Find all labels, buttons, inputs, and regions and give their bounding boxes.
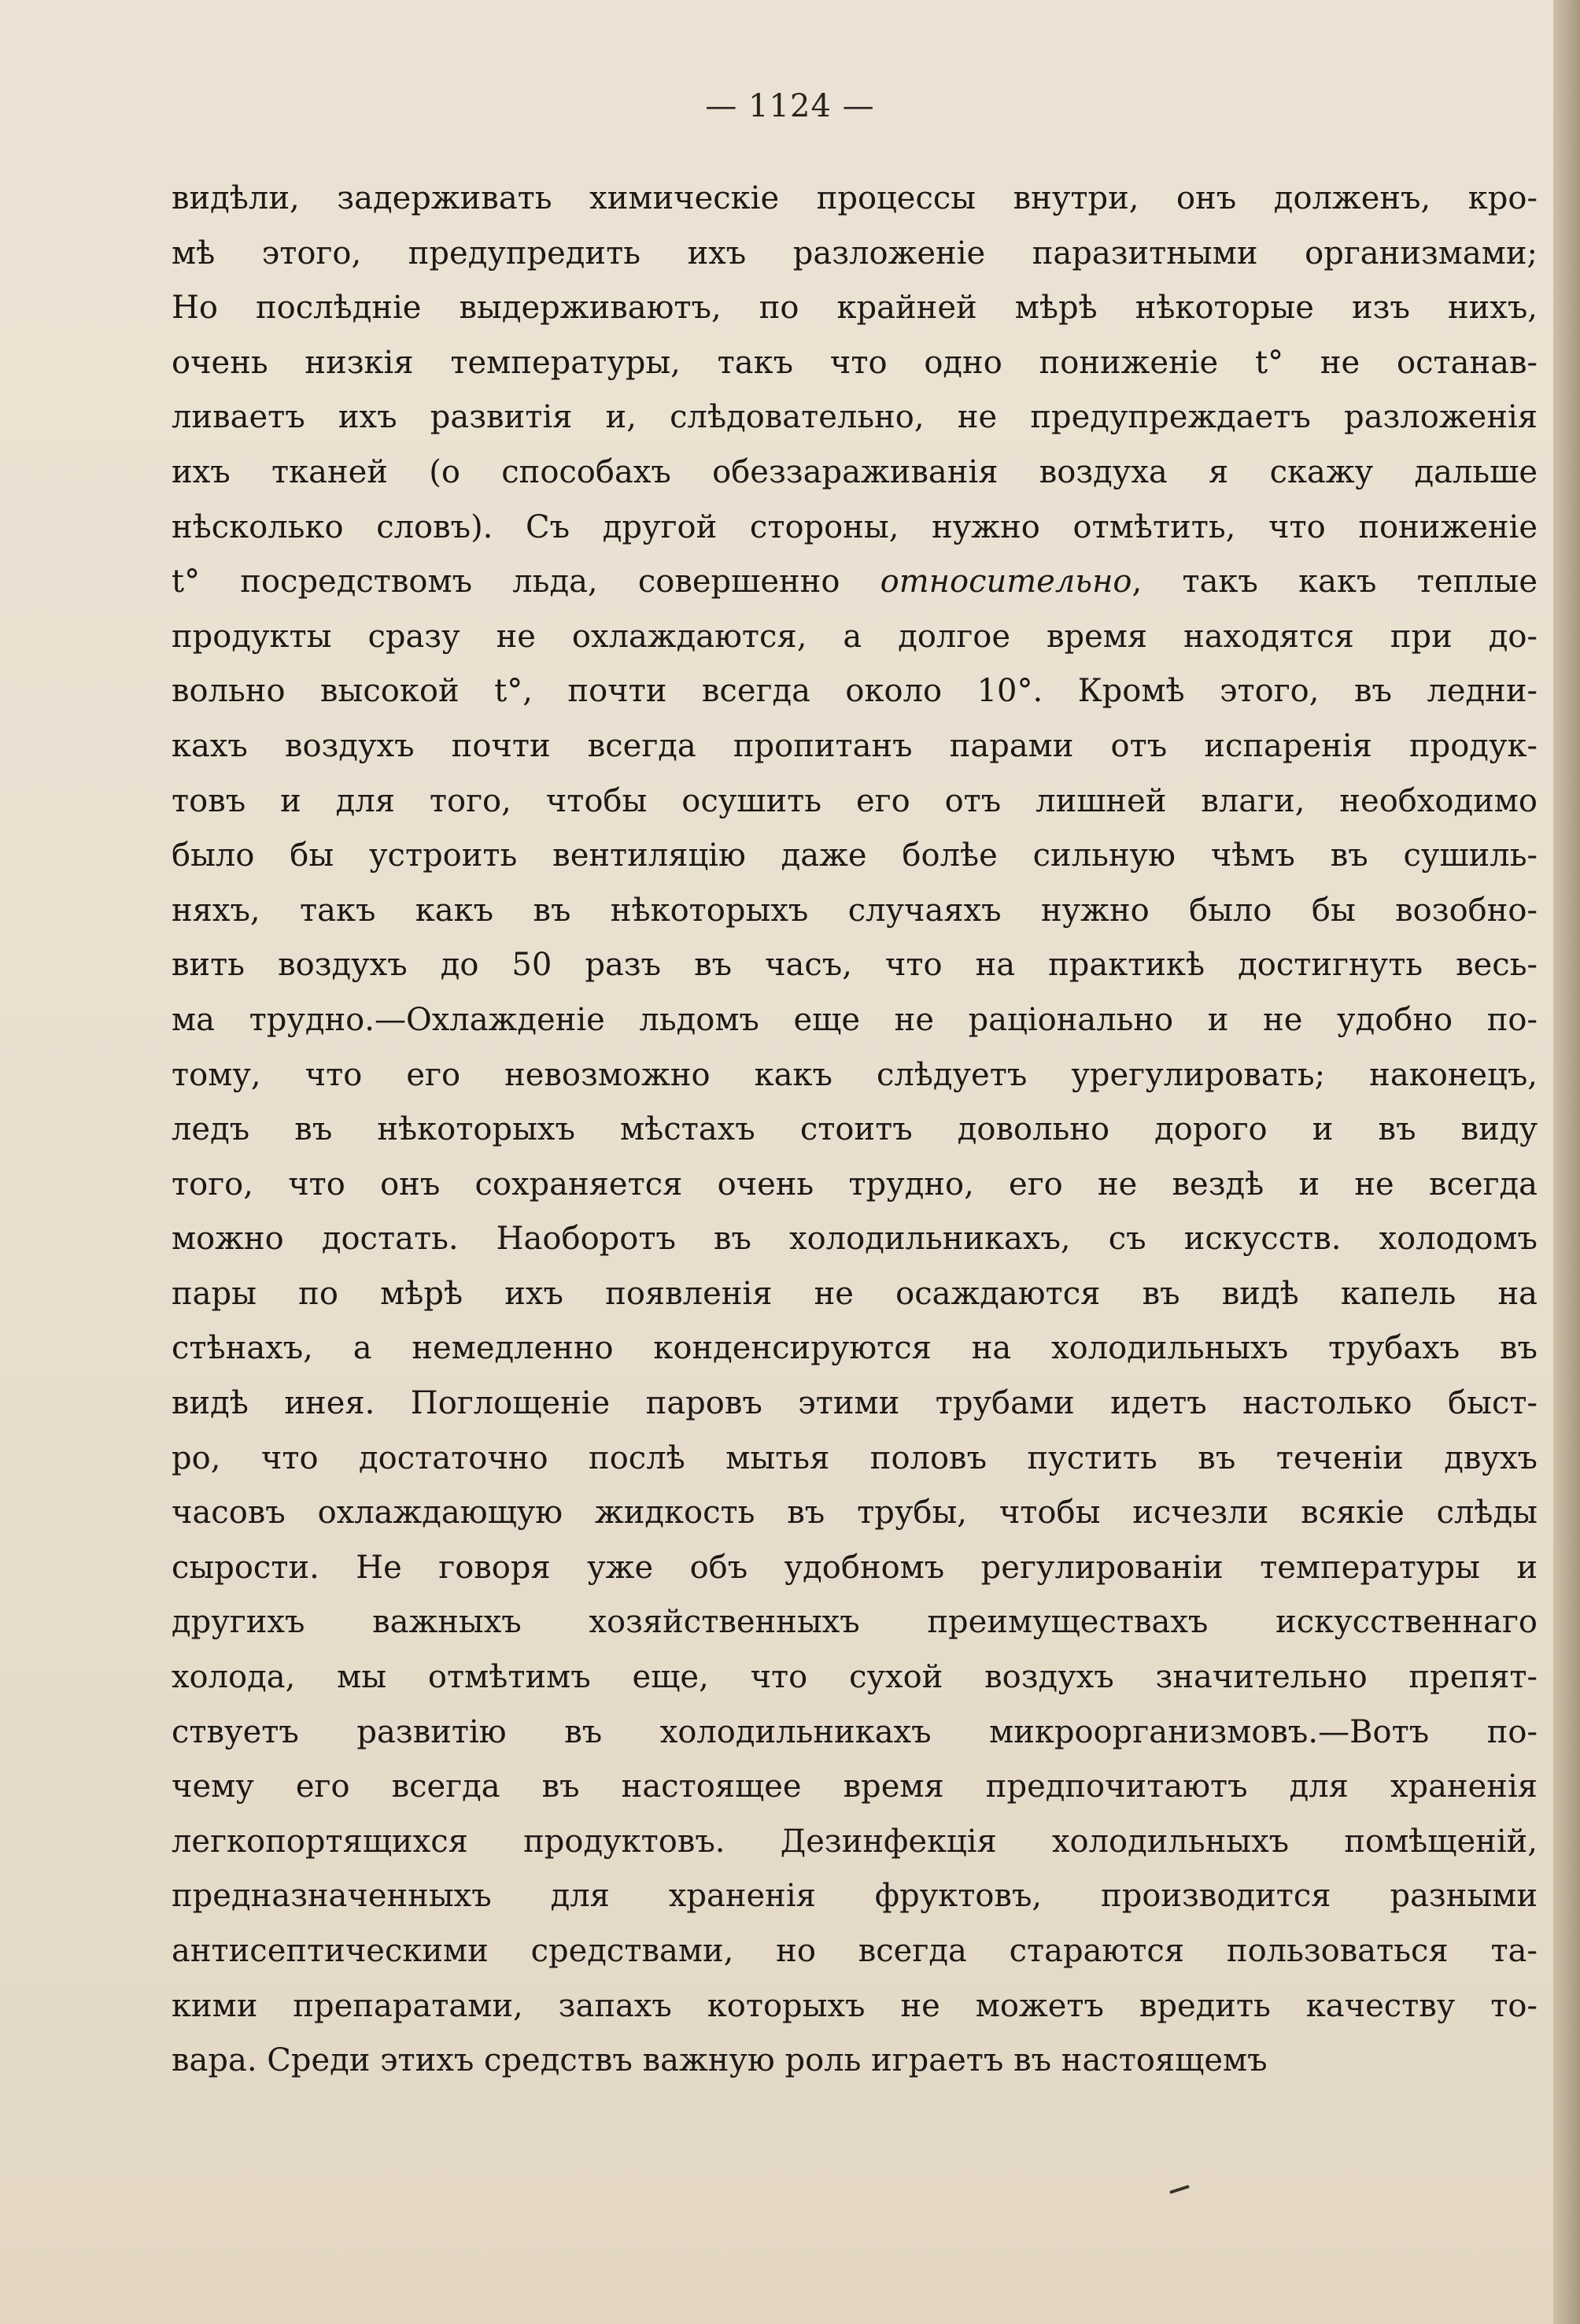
text-line: того, что онъ сохраняется очень трудно, его не вездѣ и не всегда: [172, 1166, 1538, 1203]
text-line: ма трудно.—Охлажденіе льдомъ еще не раціонально и не удобно по-: [172, 1001, 1538, 1038]
text-line: было бы устроить вентиляцію даже болѣе сильную чѣмъ въ сушиль-: [172, 837, 1538, 874]
text-line: кахъ воздухъ почти всегда пропитанъ парами отъ испаренія продук-: [172, 727, 1538, 764]
text-line: видѣ инея. Поглощеніе паровъ этими трубами идетъ настолько быст-: [172, 1385, 1538, 1422]
text-line: другихъ важныхъ хозяйственныхъ преимуществахъ искусственнаго: [172, 1604, 1538, 1641]
text-fragment: t° посредствомъ льда, совершенно: [172, 563, 880, 600]
text-line: часовъ охлаждающую жидкость въ трубы, чтобы исчезли всякіе слѣды: [172, 1495, 1538, 1531]
text-line: чему его всегда въ настоящее время предпочитаютъ для храненія: [172, 1768, 1538, 1805]
text-line: няхъ, такъ какъ въ нѣкоторыхъ случаяхъ нужно было бы возобно-: [172, 892, 1538, 929]
page-edge: [1553, 0, 1580, 2324]
text-line: ро, что достаточно послѣ мытья половъ пустить въ теченіи двухъ: [172, 1439, 1538, 1476]
ink-mark: [1169, 2185, 1190, 2194]
text-line: вить воздухъ до 50 разъ въ часъ, что на практикѣ достигнуть весь-: [172, 947, 1538, 984]
text-line: можно достать. Наоборотъ въ холодильникахъ, съ искусств. холодомъ: [172, 1221, 1538, 1258]
text-line: мѣ этого, предупредить ихъ разложеніе паразитными организмами;: [172, 235, 1538, 272]
emphasis-text: относительно: [880, 563, 1132, 600]
text-line: вара. Среди этихъ средствъ важную роль играетъ въ настоящемъ: [172, 2042, 1268, 2079]
text-line: ихъ тканей (о способахъ обеззараживанія воздуха я скажу дальше: [172, 453, 1538, 490]
text-line: тому, что его невозможно какъ слѣдуетъ урегулировать; наконецъ,: [172, 1056, 1538, 1093]
body-text: [172, 172, 1538, 2089]
text-line: пары по мѣрѣ ихъ появленія не осаждаются въ видѣ капель на: [172, 1275, 1538, 1312]
text-line-with-emphasis: [172, 555, 1538, 610]
text-line: Но послѣдніе выдерживаютъ, по крайней мѣрѣ нѣкоторые изъ нихъ,: [172, 290, 1538, 327]
text-line: предназначенныхъ для храненія фруктовъ, производится разными: [172, 1878, 1538, 1915]
text-line: сырости. Не говоря уже объ удобномъ регулированіи температуры и: [172, 1549, 1538, 1586]
text-line: ливаетъ ихъ развитія и, слѣдовательно, не предупреждаетъ разложенія: [172, 399, 1538, 436]
text-fragment: , такъ какъ теплые: [1131, 563, 1538, 600]
text-line: кими препаратами, запахъ которыхъ не можетъ вредить качеству то-: [172, 1987, 1538, 2024]
text-line: ледъ въ нѣкоторыхъ мѣстахъ стоитъ довольно дорого и въ виду: [172, 1111, 1538, 1148]
text-line: легкопортящихся продуктовъ. Дезинфекція холодильныхъ помѣщеній,: [172, 1823, 1538, 1860]
text-line: нѣсколько словъ). Съ другой стороны, нужно отмѣтить, что пониженіе: [172, 508, 1538, 545]
text-line: товъ и для того, чтобы осушить его отъ лишней влаги, необходимо: [172, 782, 1538, 819]
text-line: видѣли, задерживать химическіе процессы внутри, онъ долженъ, кро-: [172, 180, 1538, 216]
text-line: вольно высокой t°, почти всегда около 10°. Кромѣ этого, въ ледни-: [172, 673, 1538, 710]
text-line: продукты сразу не охлаждаются, а долгое время находятся при до-: [172, 618, 1538, 655]
text-line: антисептическими средствами, но всегда стараются пользоваться та-: [172, 1933, 1538, 1969]
text-line: холода, мы отмѣтимъ еще, что сухой воздухъ значительно препят-: [172, 1659, 1538, 1696]
text-line: очень низкія температуры, такъ что одно пониженіе t° не останав-: [172, 344, 1538, 381]
page-number: — 1124 —: [705, 88, 875, 124]
text-line: ствуетъ развитію въ холодильникахъ микроорганизмовъ.—Вотъ по-: [172, 1713, 1538, 1750]
text-line: стѣнахъ, а немедленно конденсируются на холодильныхъ трубахъ въ: [172, 1330, 1538, 1367]
